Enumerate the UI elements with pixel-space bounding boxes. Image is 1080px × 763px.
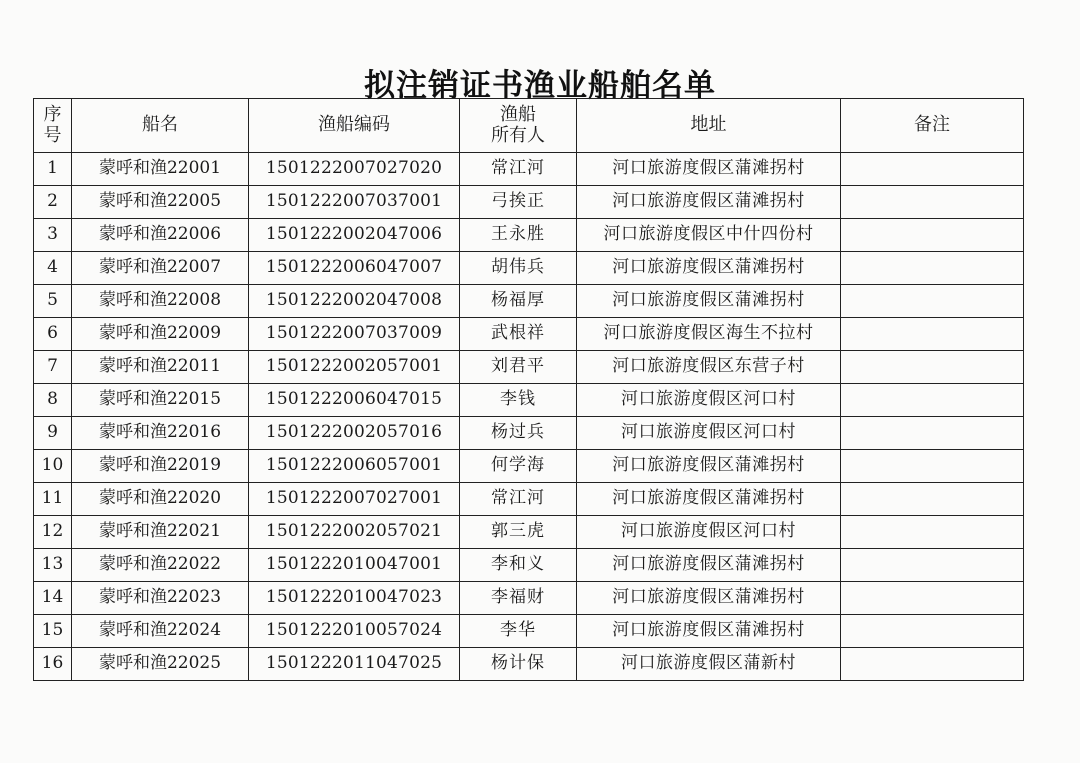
- vessel-code: 1501222007027020: [249, 153, 460, 186]
- vessel-remark: [841, 648, 1024, 681]
- table-row: [34, 285, 1024, 318]
- vessel-address: 河口旅游度假区蒲滩拐村: [577, 153, 841, 186]
- table-row: [34, 615, 1024, 648]
- vessel-remark: [841, 351, 1024, 384]
- vessel-address: 河口旅游度假区蒲滩拐村: [577, 582, 841, 615]
- vessel-address: 河口旅游度假区东营子村: [577, 351, 841, 384]
- row-seq: 5: [34, 285, 72, 318]
- vessel-owner: 郭三虎: [460, 516, 577, 549]
- vessel-code: 1501222006047007: [249, 252, 460, 285]
- vessel-code: 1501222002047006: [249, 219, 460, 252]
- row-seq: 11: [34, 483, 72, 516]
- table-row: [34, 318, 1024, 351]
- vessel-owner: 杨计保: [460, 648, 577, 681]
- vessel-name: 蒙呼和渔22021: [72, 516, 249, 549]
- vessel-name: 蒙呼和渔22023: [72, 582, 249, 615]
- vessel-name: 蒙呼和渔22011: [72, 351, 249, 384]
- vessel-remark: [841, 516, 1024, 549]
- row-seq: 9: [34, 417, 72, 450]
- vessel-code: 1501222006047015: [249, 384, 460, 417]
- vessel-address: 河口旅游度假区河口村: [577, 417, 841, 450]
- table-row: [34, 417, 1024, 450]
- table-row: [34, 219, 1024, 252]
- row-seq: 14: [34, 582, 72, 615]
- vessel-owner: 杨福厚: [460, 285, 577, 318]
- vessel-owner: 李和义: [460, 549, 577, 582]
- vessel-code: 1501222007027001: [249, 483, 460, 516]
- row-seq: 15: [34, 615, 72, 648]
- vessel-address: 河口旅游度假区蒲滩拐村: [577, 285, 841, 318]
- vessel-owner: 何学海: [460, 450, 577, 483]
- row-seq: 10: [34, 450, 72, 483]
- vessel-code: 1501222002057001: [249, 351, 460, 384]
- vessel-name: 蒙呼和渔22020: [72, 483, 249, 516]
- row-seq: 7: [34, 351, 72, 384]
- vessel-remark: [841, 252, 1024, 285]
- vessel-table: [33, 98, 1024, 681]
- table-row: [34, 549, 1024, 582]
- vessel-name: 蒙呼和渔22001: [72, 153, 249, 186]
- table-row: [34, 450, 1024, 483]
- table-row: [34, 483, 1024, 516]
- header-remark: 备注: [841, 99, 1024, 153]
- table-row: [34, 648, 1024, 681]
- vessel-remark: [841, 417, 1024, 450]
- vessel-name: 蒙呼和渔22015: [72, 384, 249, 417]
- row-seq: 13: [34, 549, 72, 582]
- vessel-remark: [841, 318, 1024, 351]
- vessel-address: 河口旅游度假区海生不拉村: [577, 318, 841, 351]
- table-row: [34, 351, 1024, 384]
- row-seq: 16: [34, 648, 72, 681]
- row-seq: 4: [34, 252, 72, 285]
- header-name: 船名: [72, 99, 249, 153]
- vessel-name: 蒙呼和渔22005: [72, 186, 249, 219]
- vessel-address: 河口旅游度假区蒲滩拐村: [577, 615, 841, 648]
- vessel-owner: 李华: [460, 615, 577, 648]
- vessel-name: 蒙呼和渔22019: [72, 450, 249, 483]
- vessel-owner: 王永胜: [460, 219, 577, 252]
- vessel-name: 蒙呼和渔22024: [72, 615, 249, 648]
- row-seq: 1: [34, 153, 72, 186]
- vessel-code: 1501222010047001: [249, 549, 460, 582]
- header-seq-line1: 序: [43, 103, 62, 125]
- header-seq: [34, 99, 72, 153]
- header-owner-line2: 所有人: [491, 124, 545, 146]
- vessel-owner: 胡伟兵: [460, 252, 577, 285]
- header-seq-line2: 号: [43, 124, 62, 146]
- vessel-address: 河口旅游度假区蒲滩拐村: [577, 549, 841, 582]
- row-seq: 8: [34, 384, 72, 417]
- vessel-code: 1501222007037001: [249, 186, 460, 219]
- vessel-code: 1501222002047008: [249, 285, 460, 318]
- table-row: [34, 252, 1024, 285]
- vessel-remark: [841, 219, 1024, 252]
- vessel-remark: [841, 285, 1024, 318]
- vessel-name: 蒙呼和渔22025: [72, 648, 249, 681]
- table-row: [34, 582, 1024, 615]
- vessel-name: 蒙呼和渔22016: [72, 417, 249, 450]
- row-seq: 2: [34, 186, 72, 219]
- table-header-row: [34, 99, 1024, 153]
- vessel-address: 河口旅游度假区河口村: [577, 384, 841, 417]
- vessel-name: 蒙呼和渔22022: [72, 549, 249, 582]
- page-title: 拟注销证书渔业船舶名单: [364, 68, 716, 104]
- vessel-name: 蒙呼和渔22007: [72, 252, 249, 285]
- vessel-remark: [841, 384, 1024, 417]
- row-seq: 12: [34, 516, 72, 549]
- header-owner: [460, 99, 577, 153]
- row-seq: 3: [34, 219, 72, 252]
- vessel-name: 蒙呼和渔22006: [72, 219, 249, 252]
- row-seq: 6: [34, 318, 72, 351]
- header-code: 渔船编码: [249, 99, 460, 153]
- vessel-remark: [841, 153, 1024, 186]
- vessel-address: 河口旅游度假区蒲滩拐村: [577, 186, 841, 219]
- vessel-code: 1501222007037009: [249, 318, 460, 351]
- vessel-code: 1501222002057021: [249, 516, 460, 549]
- vessel-owner: 李福财: [460, 582, 577, 615]
- vessel-owner: 杨过兵: [460, 417, 577, 450]
- vessel-owner: 刘君平: [460, 351, 577, 384]
- vessel-owner: 武根祥: [460, 318, 577, 351]
- vessel-address: 河口旅游度假区蒲滩拐村: [577, 252, 841, 285]
- vessel-owner: 弓挨正: [460, 186, 577, 219]
- vessel-remark: [841, 582, 1024, 615]
- vessel-owner: 常江河: [460, 483, 577, 516]
- table-row: [34, 186, 1024, 219]
- table-row: [34, 384, 1024, 417]
- table-row: [34, 153, 1024, 186]
- vessel-address: 河口旅游度假区蒲新村: [577, 648, 841, 681]
- vessel-code: 1501222002057016: [249, 417, 460, 450]
- vessel-address: 河口旅游度假区中什四份村: [577, 219, 841, 252]
- vessel-code: 1501222011047025: [249, 648, 460, 681]
- vessel-code: 1501222010057024: [249, 615, 460, 648]
- header-owner-line1: 渔船: [500, 103, 536, 125]
- vessel-address: 河口旅游度假区河口村: [577, 516, 841, 549]
- vessel-address: 河口旅游度假区蒲滩拐村: [577, 450, 841, 483]
- vessel-remark: [841, 186, 1024, 219]
- table-row: [34, 516, 1024, 549]
- vessel-code: 1501222006057001: [249, 450, 460, 483]
- vessel-name: 蒙呼和渔22009: [72, 318, 249, 351]
- vessel-remark: [841, 483, 1024, 516]
- vessel-address: 河口旅游度假区蒲滩拐村: [577, 483, 841, 516]
- header-address: 地址: [577, 99, 841, 153]
- vessel-remark: [841, 549, 1024, 582]
- vessel-remark: [841, 615, 1024, 648]
- vessel-code: 1501222010047023: [249, 582, 460, 615]
- vessel-name: 蒙呼和渔22008: [72, 285, 249, 318]
- vessel-owner: 李钱: [460, 384, 577, 417]
- vessel-owner: 常江河: [460, 153, 577, 186]
- vessel-remark: [841, 450, 1024, 483]
